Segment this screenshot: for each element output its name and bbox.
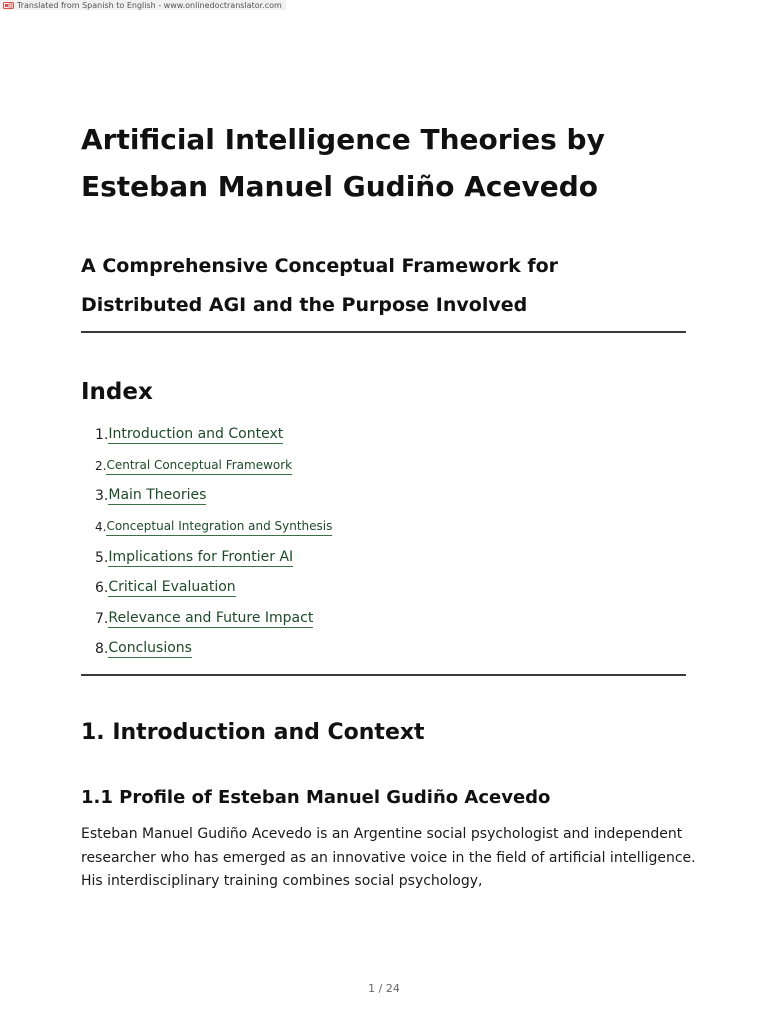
index-link-main-theories[interactable]: Main Theories [108, 487, 207, 504]
index-item [95, 634, 332, 665]
index-item-number: 8. [95, 641, 109, 658]
index-link-critical-evaluation[interactable]: Critical Evaluation [108, 579, 236, 596]
document-title-line: Artificial Intelligence Theories by [81, 123, 605, 156]
index-item-number: 3. [95, 488, 109, 505]
subsection-heading: 1.1 Profile of Esteban Manuel Gudiño Acevedo [81, 787, 551, 808]
document-subtitle-line: A Comprehensive Conceptual Framework for [81, 255, 559, 277]
index-link-relevance-impact[interactable]: Relevance and Future Impact [108, 609, 314, 626]
index-item [95, 573, 332, 604]
paragraph-line: His interdisciplinary training combines social psychology, [81, 873, 483, 889]
paragraph-line: Esteban Manuel Gudiño Acevedo is an Argentine social psychologist and independent [81, 826, 683, 842]
index-item-number: 7. [95, 610, 109, 627]
index-item-number: 1. [95, 427, 109, 444]
index-link-conclusions[interactable]: Conclusions [108, 640, 192, 657]
translator-banner-text: Translated from Spanish to English - www.onlinedoctranslator.com [17, 0, 282, 10]
section-heading: 1. Introduction and Context [81, 720, 425, 745]
document-subtitle-line: Distributed AGI and the Purpose Involved [81, 293, 528, 316]
index-item [95, 604, 332, 635]
index-item [95, 512, 332, 543]
document-subtitle [81, 247, 686, 324]
index-item-number: 5. [95, 549, 109, 566]
index-heading: Index [81, 379, 153, 405]
index-item [95, 420, 332, 451]
body-paragraph [81, 823, 696, 894]
index-item-number: 2. [95, 458, 107, 473]
index-item [95, 481, 332, 512]
index-item [95, 542, 332, 573]
divider [81, 331, 686, 333]
page-number: 1 / 24 [368, 982, 400, 995]
index-item [95, 451, 332, 482]
index-item-number: 4. [95, 520, 107, 535]
index-link-integration-synthesis[interactable]: Conceptual Integration and Synthesis [106, 518, 332, 536]
translator-banner [0, 0, 286, 10]
index-link-introduction[interactable]: Introduction and Context [108, 426, 284, 443]
document-title-line: Esteban Manuel Gudiño Acevedo [81, 170, 599, 203]
index-link-frontier-ai[interactable]: Implications for Frontier AI [108, 548, 294, 565]
index-item-number: 6. [95, 580, 109, 597]
index-link-conceptual-framework[interactable]: Central Conceptual Framework [106, 457, 292, 475]
index-list [95, 420, 332, 665]
divider [81, 674, 686, 676]
paragraph-line: researcher who has emerged as an innovative voice in the field of artificial intelligence. [81, 849, 696, 866]
document-title [81, 116, 686, 210]
translate-icon [3, 2, 14, 9]
